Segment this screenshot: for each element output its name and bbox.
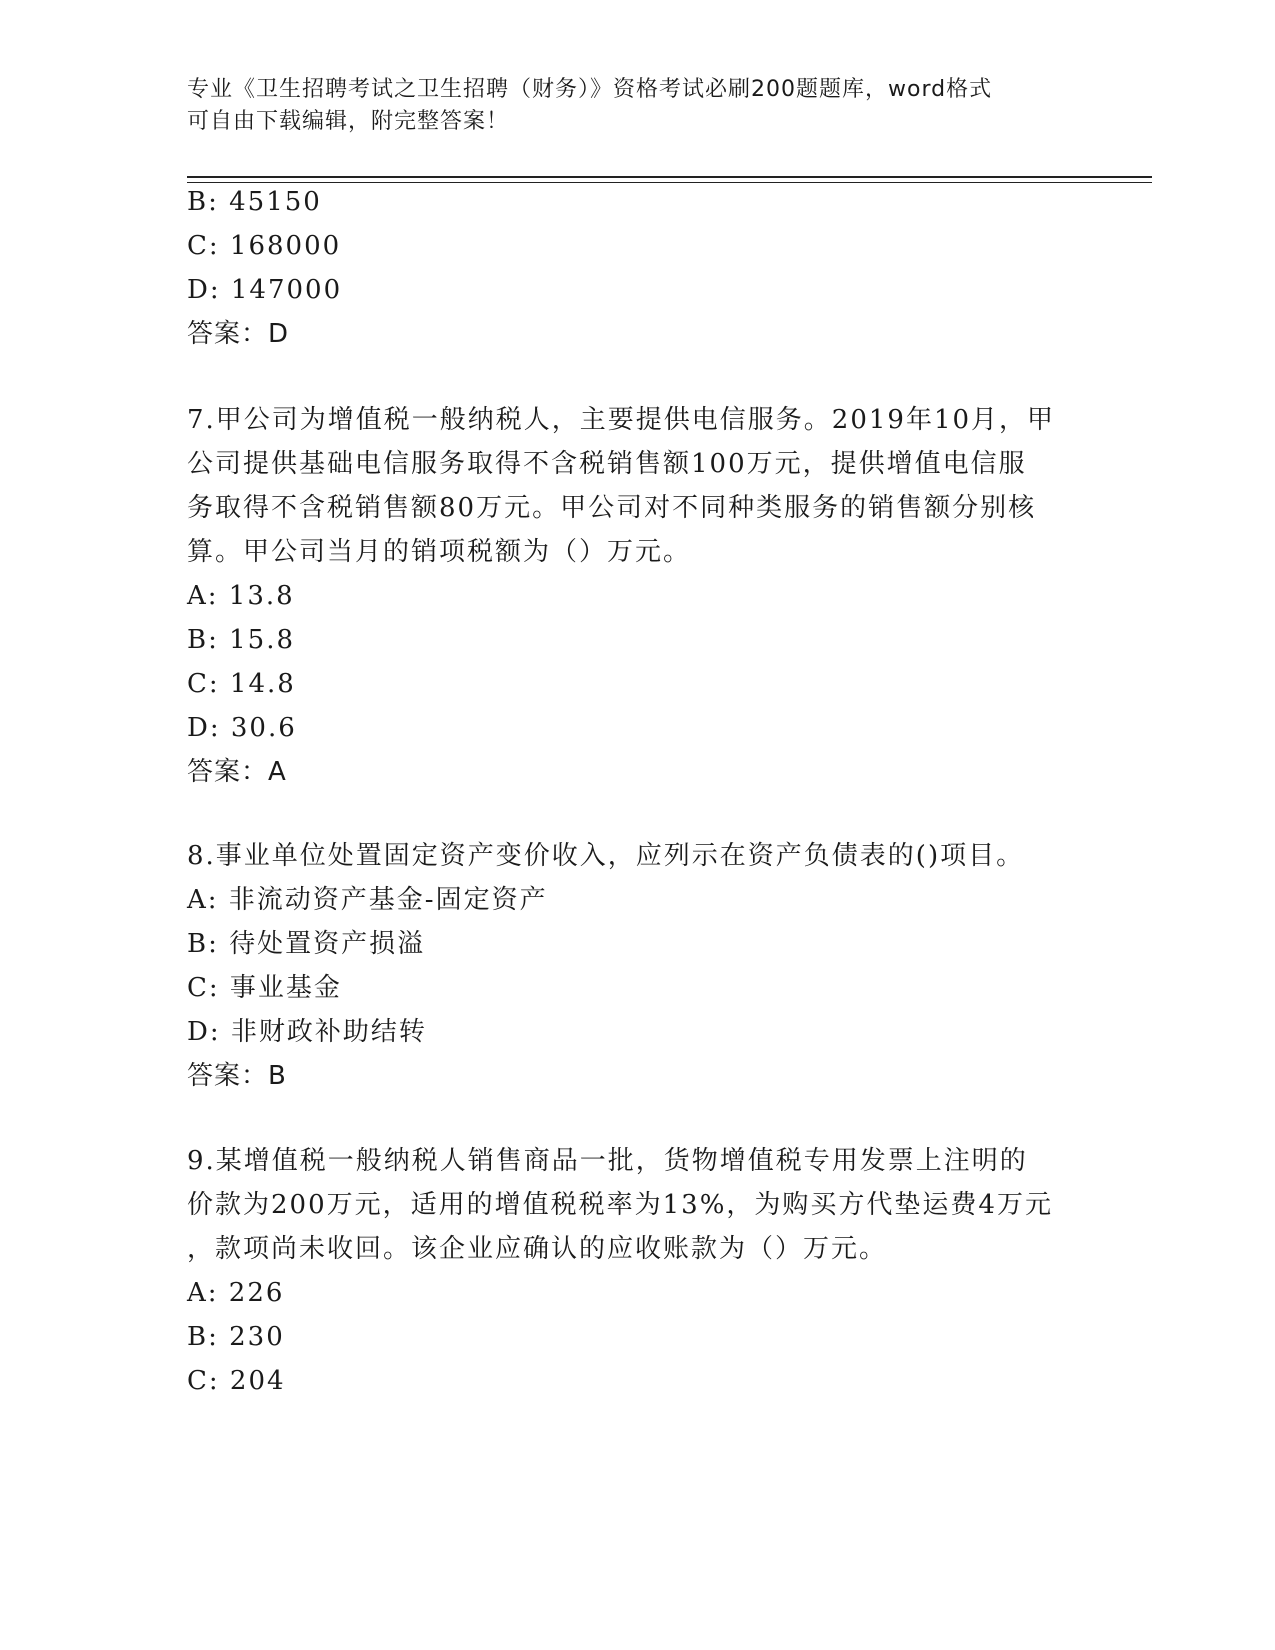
option-d: D: 30.6 — [187, 713, 297, 743]
option-c: C: 168000 — [187, 231, 342, 261]
question-stem-line: 9.某增值税一般纳税人销售商品一批，货物增值税专用发票上注明的 — [187, 1146, 1028, 1176]
option-b: B: 45150 — [187, 187, 322, 217]
option-c: C: 14.8 — [187, 669, 296, 699]
option-a: A: 226 — [187, 1278, 285, 1308]
option-b: B: 待处置资产损溢 — [187, 929, 426, 959]
option-c: C: 204 — [187, 1366, 286, 1396]
option-c: C: 事业基金 — [187, 973, 342, 1003]
answer-line: 答案：B — [187, 1061, 287, 1091]
option-d: D: 非财政补助结转 — [187, 1017, 427, 1047]
header-divider-thin — [187, 182, 1152, 183]
question-stem-line: 价款为200万元，适用的增值税税率为13%，为购买方代垫运费4万元 — [187, 1190, 1053, 1220]
question-stem-line: 8.事业单位处置固定资产变价收入，应列示在资产负债表的()项目。 — [187, 841, 1025, 871]
option-d: D: 147000 — [187, 275, 343, 305]
answer-line: 答案：A — [187, 757, 287, 787]
header-divider-thick — [187, 176, 1152, 178]
question-stem-line: ，款项尚未收回。该企业应确认的应收账款为（）万元。 — [187, 1234, 888, 1264]
document-header — [187, 74, 1087, 138]
option-a: A: 非流动资产基金-固定资产 — [187, 885, 548, 915]
answer-line: 答案：D — [187, 319, 290, 349]
question-stem-line: 公司提供基础电信服务取得不含税销售额100万元，提供增值电信服 — [187, 449, 1027, 479]
header-title-line-1: 专业《卫生招聘考试之卫生招聘（财务）》资格考试必刷200题题库，word格式 — [187, 77, 993, 102]
option-b: B: 230 — [187, 1322, 285, 1352]
header-title-line-2: 可自由下载编辑，附完整答案！ — [187, 109, 510, 134]
question-stem-line: 7.甲公司为增值税一般纳税人，主要提供电信服务。2019年10月，甲 — [187, 405, 1056, 435]
option-a: A: 13.8 — [187, 581, 295, 611]
question-stem-line: 算。甲公司当月的销项税额为（）万元。 — [187, 537, 692, 567]
option-b: B: 15.8 — [187, 625, 296, 655]
question-stem-line: 务取得不含税销售额80万元。甲公司对不同种类服务的销售额分别核 — [187, 493, 1037, 523]
